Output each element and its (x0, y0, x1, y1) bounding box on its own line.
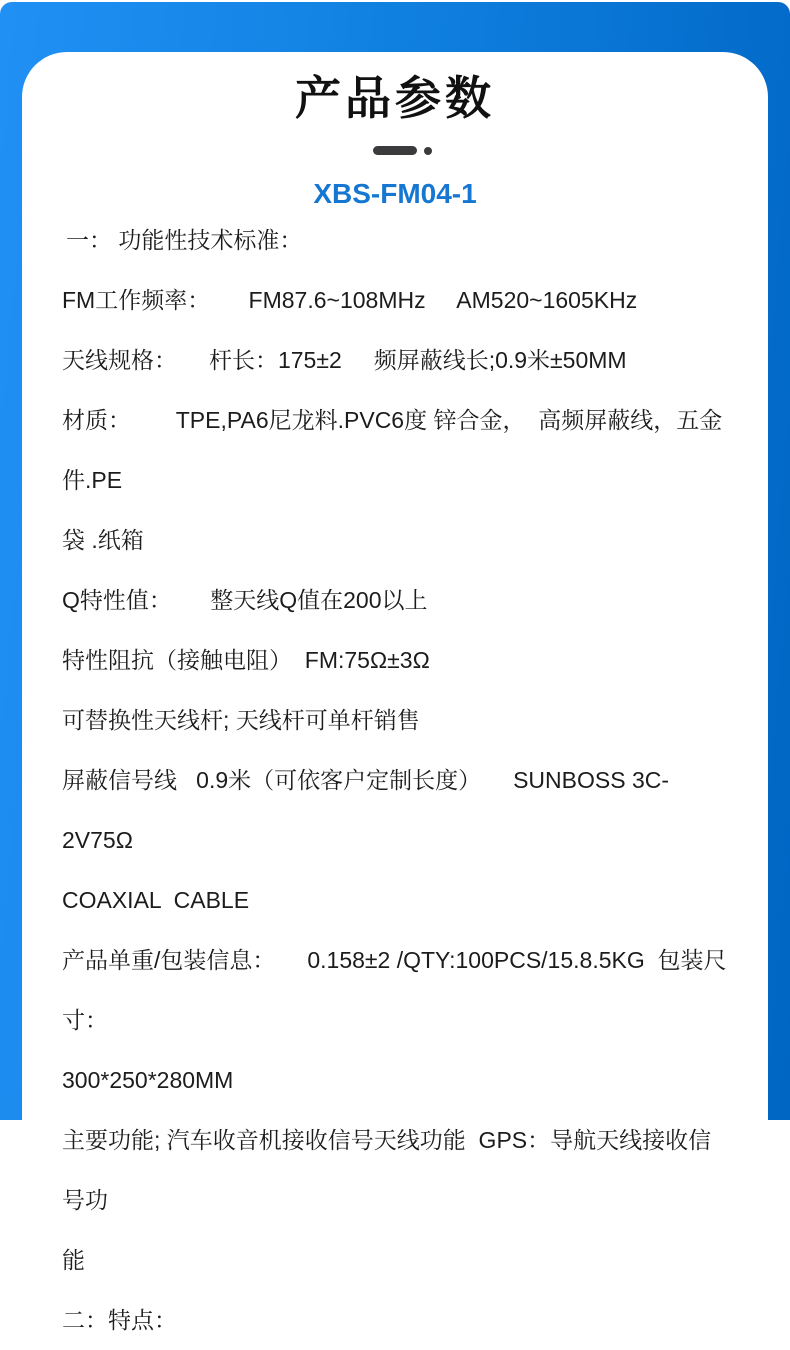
spec-line-material: 材质： TPE,PA6尼龙料.PVC6度 锌合金， 高频屏蔽线，五金件.PE (62, 407, 723, 493)
spec-line-box-size: 300*250*280MM (62, 1067, 234, 1093)
spec-line-coaxial-cable: COAXIAL CABLE (62, 887, 250, 913)
spec-line-impedance: 特性阻抗（接触电阻） FM:75Ω±3Ω (62, 647, 430, 673)
spec-line-section-2: 二：特点： (62, 1307, 177, 1333)
spec-line-antenna-size: 天线规格： 杆长：175±2 频屏蔽线长;0.9米±50MM (62, 347, 627, 373)
spec-line-material-cont: 袋 .纸箱 (62, 527, 144, 553)
product-spec-card (22, 52, 768, 1333)
spec-line-fm-frequency: FM工作频率： FM87.6~108MHz AM520~1605KHz (62, 287, 638, 313)
title-divider (373, 146, 417, 155)
divider-dot-icon (424, 147, 432, 155)
spec-line-section-1: 一： 功能性技术标准： (66, 227, 303, 253)
spec-line-shielded-cable: 屏蔽信号线 0.9米（可依客户定制长度） SUNBOSS 3C-2V75Ω (62, 767, 670, 853)
spec-list (22, 210, 768, 1350)
spec-line-weight-packaging: 产品单重/包装信息： 0.158±2 /QTY:100PCS/15.8.5KG 包装尺寸： (62, 947, 727, 1033)
divider-bar-icon (373, 146, 417, 155)
product-model: XBS-FM04-1 (313, 178, 477, 209)
spec-line-main-function: 主要功能; 汽车收音机接收信号天线功能 GPS：导航天线接收信号功 (62, 1127, 712, 1213)
page-title: 产品参数 (295, 72, 495, 124)
spec-line-main-function-cont: 能 (62, 1247, 85, 1273)
spec-line-replaceable-rod: 可替换性天线杆; 天线杆可单杆销售 (62, 707, 420, 733)
spec-line-q-value: Q特性值： 整天线Q值在200以上 (62, 587, 428, 613)
